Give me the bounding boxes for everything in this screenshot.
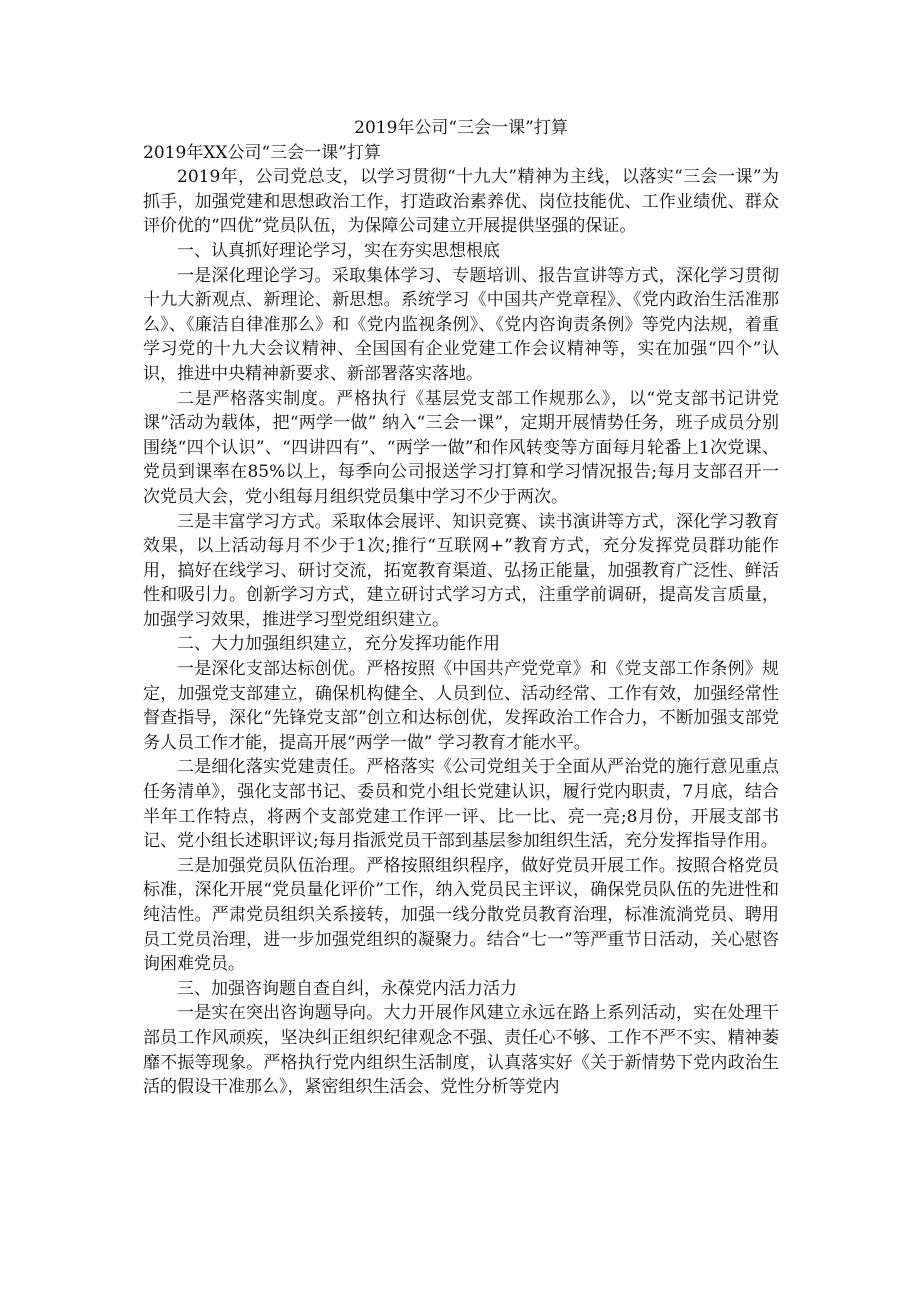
section-1-paragraph-1: 一是深化理论学习。采取集体学习、专题培训、报告宣讲等方式，深化学习贯彻十九大新观点、新理论、新思想。系统学习《中国共产党章程》、《党内政治生活准那么》、《廉洁自律准那么》和《党内监视条例》、《党内咨询责条例》等党内法规，着重学习党的十九大会议精神、全国国有企业党建工作会议精神等，实在加强“四个”认识，推进中央精神新要求、新部署落实落地。 xyxy=(143,265,779,384)
section-2-paragraph-2: 二是细化落实党建责任。严格落实《公司党组关于全面从严治党的施行意见重点任务清单》，强化支部书记、委员和党小组长党建认识，履行党内职责，7月底，结合半年工作特点，将两个支部党建工作评一评、比一比、亮一亮;8月份，开展支部书记、党小组长述职评议;每月指派党员干部到基层参加组织生活，充分发挥指导作用。 xyxy=(143,757,779,852)
document-title: 2019年公司“三会一课”打算 xyxy=(354,118,568,138)
intro-paragraph: 2019年，公司党总支，以学习贯彻“十九大”精神为主线，以落实“三会一课”为抓手，加强党建和思想政治工作，打造政治素养优、岗位技能优、工作业绩优、群众评价优的“四优”党员队伍，为保障公司建立开展提供坚强的保证。 xyxy=(143,167,779,237)
section-1-paragraph-3: 三是丰富学习方式。采取体会展评、知识竞赛、读书演讲等方式，深化学习教育效果，以上活动每月不少于1次;推行“互联网+”教育方式，充分发挥党员群功能作用，搞好在线学习、研讨交流，拓宽教育渠道、弘扬正能量，加强教育广泛性、鲜活性和吸引力。创新学习方式，建立研讨式学习方式，注重学前调研，提高发言质量，加强学习效果，推进学习型党组织建立。 xyxy=(143,511,779,630)
document-body xyxy=(143,116,779,1100)
section-1-paragraph-2: 二是严格落实制度。严格执行《基层党支部工作规那么》，以“党支部书记讲党课”活动为载体，把“两学一做” 纳入“三会一课”，定期开展情势任务，班子成员分别围绕“四个认识”、“四讲四有”、“两学一做”和作风转变等方面每月轮番上1次党课、党员到课率在85%以上，每季向公司报送学习打算和学习情况报告;每月支部召开一次党员大会，党小组每月组织党员集中学习不少于两次。 xyxy=(143,388,779,507)
section-2-heading: 二、大力加强组织建立，充分发挥功能作用 xyxy=(177,634,500,655)
document-subtitle: 2019年XX公司“三会一课”打算 xyxy=(143,142,381,163)
section-3-heading: 三、加强咨询题自查自纠，永葆党内活力活力 xyxy=(177,978,517,999)
section-3-paragraph-1: 一是实在突出咨询题导向。大力开展作风建立永远在路上系列活动，实在处理干部员工作风顽疾，坚决纠正组织纪律观念不强、责任心不够、工作不严不实、精神萎靡不振等现象。严格执行党内组织生活制度，认真落实好《关于新情势下党内政治生活的假设干准那么》，紧密组织生活会、党性分析等党内 xyxy=(143,1003,779,1098)
section-2-paragraph-3: 三是加强党员队伍治理。严格按照组织程序，做好党员开展工作。按照合格党员标准，深化开展“党员量化评价”工作，纳入党员民主评议，确保党员队伍的先进性和纯洁性。严肃党员组织关系接转，加强一线分散党员教育治理，标准流淌党员、聘用员工党员治理，进一步加强党组织的凝聚力。结合“七一”等严重节日活动，关心慰咨询困难党员。 xyxy=(143,855,779,975)
section-2-paragraph-1: 一是深化支部达标创优。严格按照《中国共产党党章》和《党支部工作条例》规定，加强党支部建立，确保机构健全、人员到位、活动经常、工作有效，加强经常性督查指导，深化“先锋党支部”创立和达标创优，发挥政治工作合力，不断加强支部党务人员工作才能，提高开展“两学一做” 学习教育才能水平。 xyxy=(143,659,779,753)
section-1-heading: 一、认真抓好理论学习，实在夯实思想根底 xyxy=(177,240,500,261)
